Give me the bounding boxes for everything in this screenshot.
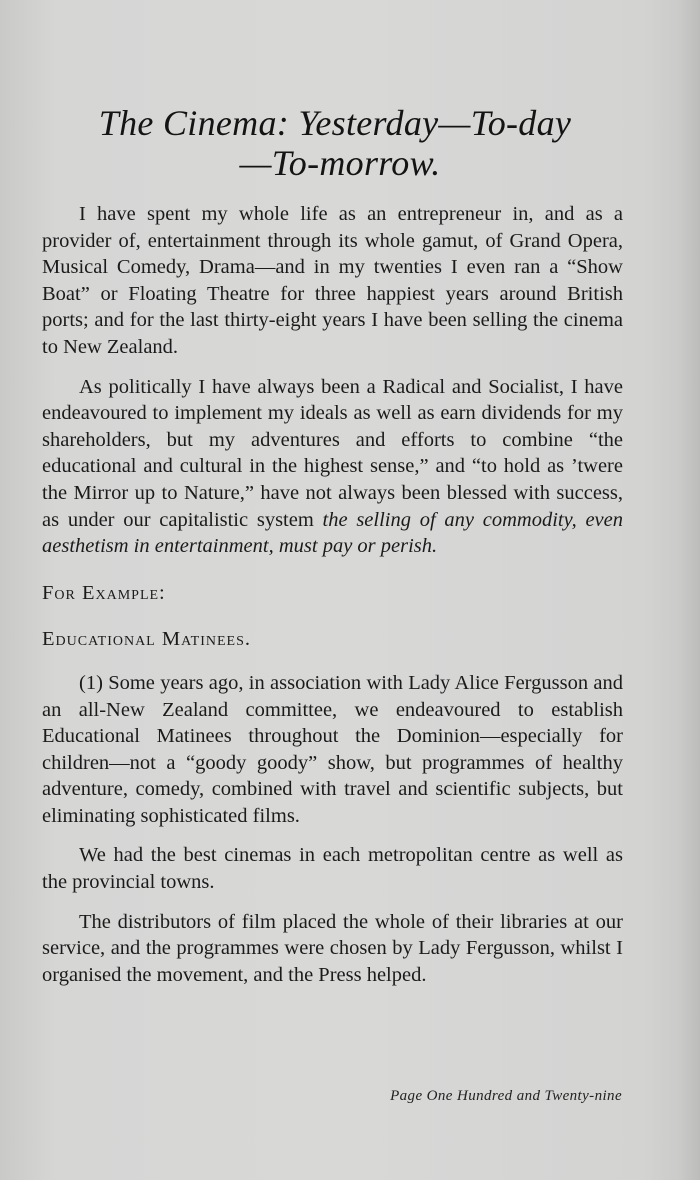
paragraph-2 (42, 374, 623, 560)
section-heading-educational-matinees: Educational Matinees. (42, 628, 251, 651)
paragraph-4: We had the best cinemas in each metropolitan centre as well as the provincial towns. (42, 844, 623, 894)
chapter-title-line-2: —To-morrow. (239, 143, 441, 183)
page-number: Page One Hundred and Twenty-nine (390, 1088, 622, 1104)
chapter-title-line-1: The Cinema: Yesterday—To-day (98, 103, 572, 143)
paragraph-5: The distributors of film placed the whole of their libraries at our service, and the programmes were chosen by Lady Fergusson, whilst I organised the movement, and the Press helped. (42, 910, 623, 986)
body-text (42, 201, 623, 1001)
paragraph-1: I have spent my whole life as an entrepreneur in, and as a provider of, entertainment through its whole gamut, of Grand Opera, Musical Comedy, Drama—and in my twenties I even ran a “Show Boat” or Floating Theatre for three happiest years around British ports; and for the last thirty-eight years I have been selling the cinema to New Zealand. (42, 203, 623, 358)
paragraph-2-italic: the selling of any commodity, even aesthetism in entertainment, must pay or perish. (42, 508, 623, 558)
paragraph-2-text: As politically I have always been a Radical and Socialist, I have endeavoured to implement my ideals as well as earn dividends for my shareholders, but my adventures and efforts to combine “the educational and cultural in the highest sense,” and “to hold as ’twere the Mirror up to Nature,” have not always been blessed with success, as under our capitalistic system (42, 375, 623, 531)
section-heading-for-example: For Example: (42, 581, 166, 604)
paragraph-3: (1) Some years ago, in association with Lady Alice Fergusson and an all-New Zealand committee, we endeavoured to establish Educational Matinees throughout the Dominion—especially for children—not a “goody goody” show, but programmes of healthy adventure, comedy, combined with travel and scientific subjects, but eliminating sophisticated films. (42, 671, 623, 827)
chapter-title (0, 103, 670, 183)
page-edge-shadow (678, 0, 700, 1180)
